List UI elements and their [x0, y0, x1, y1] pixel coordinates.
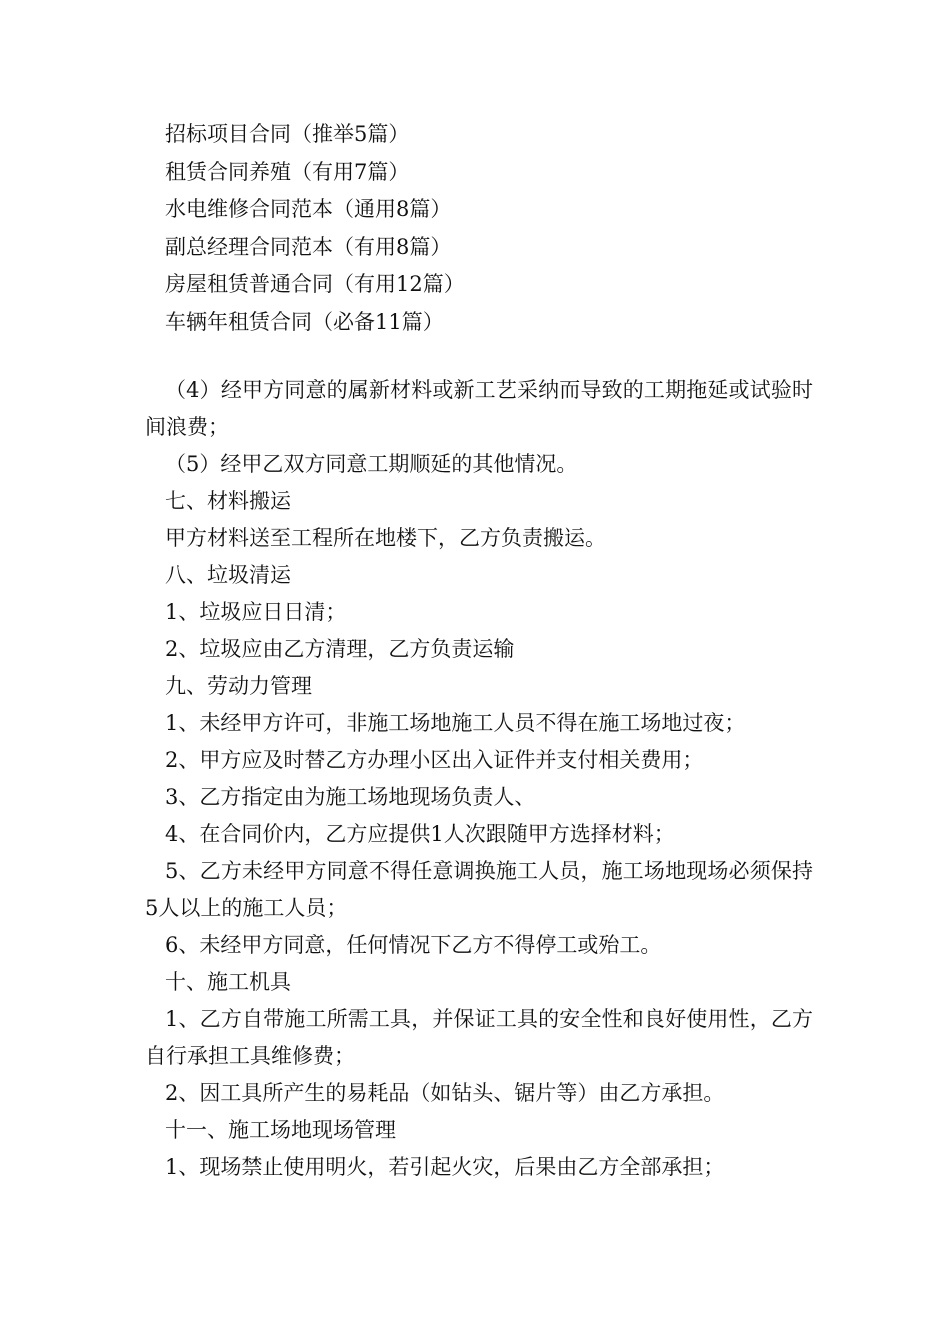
clause-paragraph: 1、未经甲方许可，非施工场地施工人员不得在施工场地过夜；	[165, 711, 746, 735]
related-contract-link[interactable]: 水电维修合同范本（通用8篇）	[165, 197, 452, 221]
clause-paragraph: 6、未经甲方同意，任何情况下乙方不得停工或殆工。	[165, 933, 662, 957]
clause-paragraph: 1、现场禁止使用明火，若引起火灾，后果由乙方全部承担；	[165, 1155, 725, 1179]
clause-paragraph: 2、因工具所产生的易耗品（如钻头、锯片等）由乙方承担。	[165, 1081, 725, 1105]
related-contracts-list	[165, 116, 805, 341]
related-contract-link[interactable]: 租赁合同养殖（有用7篇）	[165, 159, 410, 184]
clause-paragraph: 5、乙方未经甲方同意不得任意调换施工人员，施工场地现场必须保持5人以上的施工人员；	[145, 859, 813, 920]
section-heading: 九、劳动力管理	[165, 674, 312, 698]
section-heading: 十一、施工场地现场管理	[165, 1118, 396, 1142]
related-contract-link[interactable]: 房屋租赁普通合同（有用12篇）	[165, 272, 465, 296]
clause-paragraph: 2、甲方应及时替乙方办理小区出入证件并支付相关费用；	[165, 748, 704, 772]
section-heading: 八、垃圾清运	[165, 563, 291, 587]
clause-paragraph: 2、垃圾应由乙方清理，乙方负责运输	[165, 637, 515, 661]
clause-paragraph: 1、垃圾应日日清；	[165, 600, 347, 624]
contract-body	[145, 372, 813, 1186]
related-contract-link[interactable]: 副总经理合同范本（有用8篇）	[165, 234, 452, 259]
clause-paragraph: （5）经甲乙双方同意工期顺延的其他情况。	[165, 452, 578, 476]
clause-paragraph: 3、乙方指定由为施工场地现场负责人、	[165, 785, 536, 809]
related-contract-link[interactable]: 招标项目合同（推举5篇）	[165, 122, 410, 146]
related-contract-link[interactable]: 车辆年租赁合同（必备11篇）	[165, 309, 444, 334]
clause-paragraph: 4、在合同价内，乙方应提供1人次跟随甲方选择材料；	[165, 822, 675, 846]
section-heading: 七、材料搬运	[165, 489, 291, 513]
section-heading: 十、施工机具	[165, 970, 291, 994]
clause-paragraph: （4）经甲方同意的属新材料或新工艺采纳而导致的工期拖延或试验时间浪费；	[145, 378, 813, 439]
clause-paragraph: 1、乙方自带施工所需工具，并保证工具的安全性和良好使用性，乙方自行承担工具维修费；	[145, 1007, 813, 1068]
clause-paragraph: 甲方材料送至工程所在地楼下，乙方负责搬运。	[165, 526, 606, 550]
